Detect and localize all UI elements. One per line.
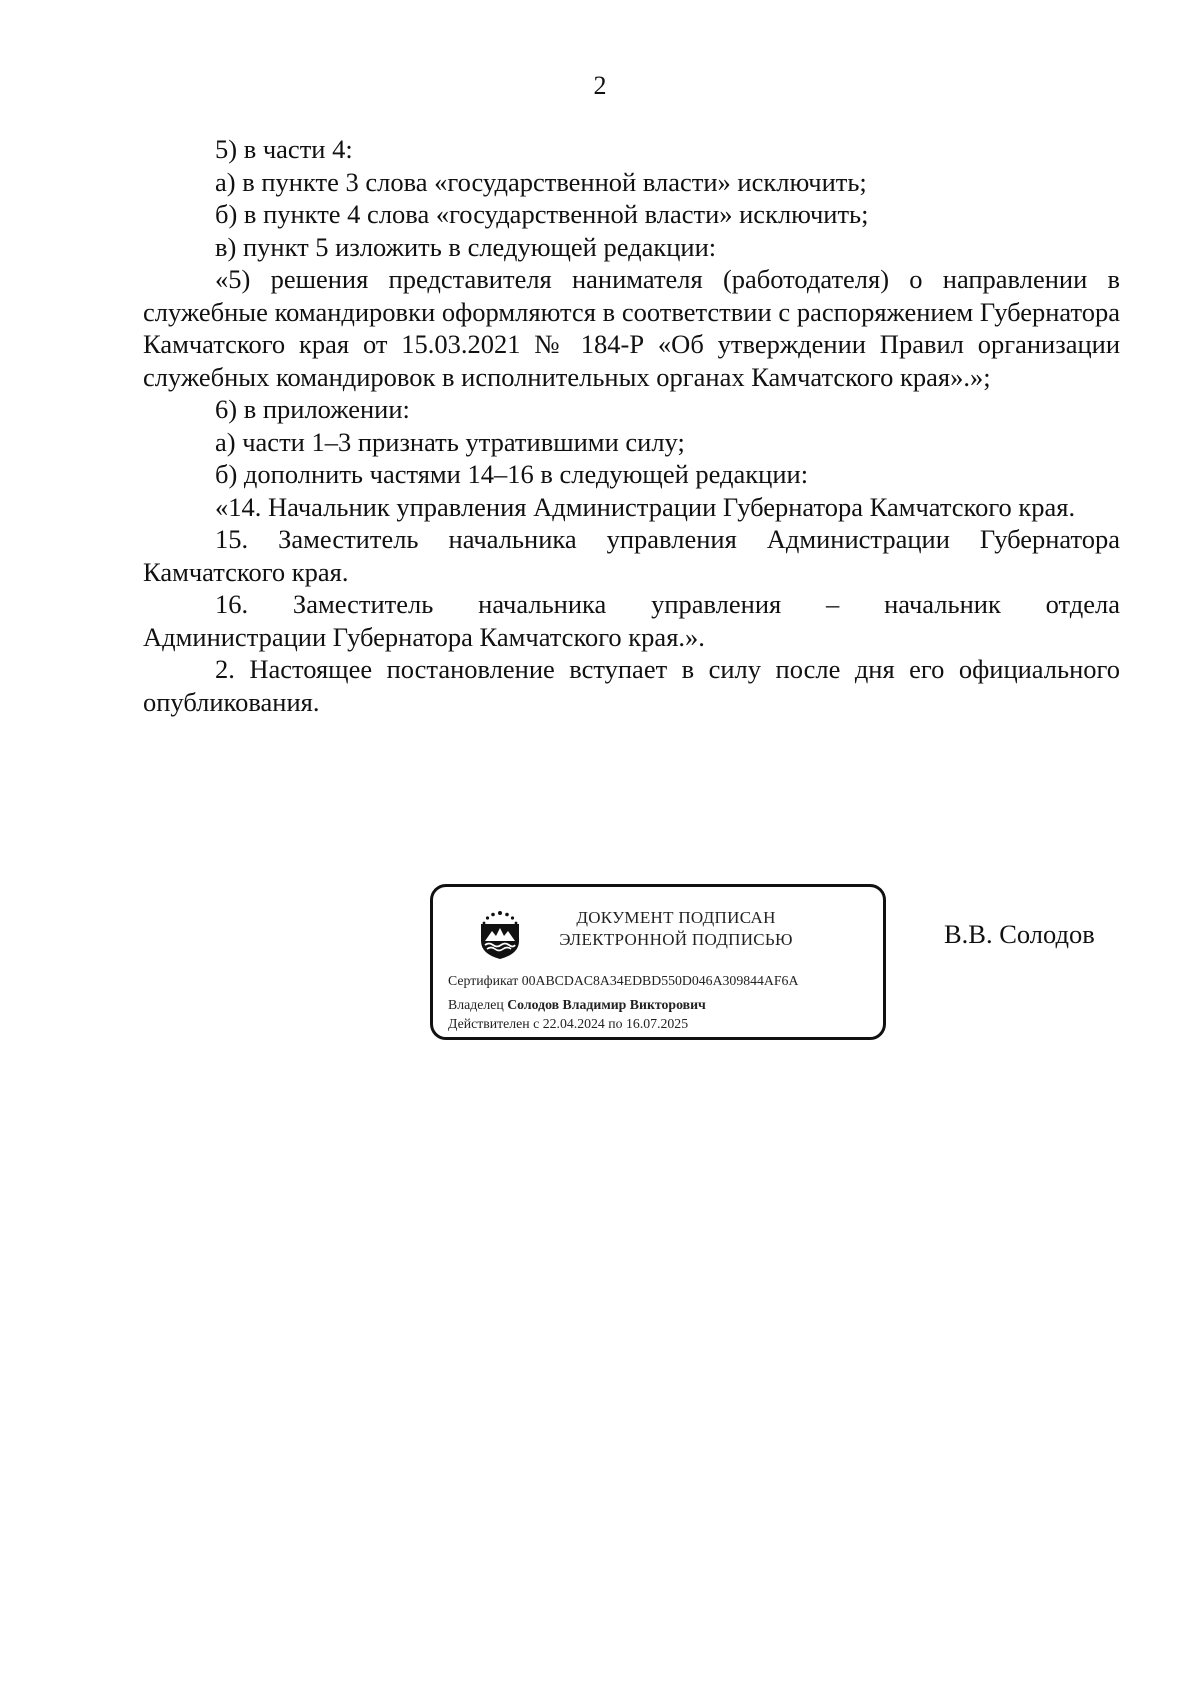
valid-label: Действителен xyxy=(448,1016,530,1031)
paragraph: б) в пункте 4 слова «государственной власти» исключить; xyxy=(215,199,869,229)
page-number: 2 xyxy=(593,71,607,100)
stamp-certificate xyxy=(448,972,798,990)
paragraph: Администрации Губернатора Камчатского края.». xyxy=(143,621,705,652)
document-body xyxy=(143,133,1120,718)
paragraph: а) в пункте 3 слова «государственной власти» исключить; xyxy=(215,166,867,197)
stamp-header xyxy=(533,907,819,951)
valid-from-word: с xyxy=(533,1016,540,1031)
valid-from: 22.04.2024 xyxy=(542,1016,605,1031)
paragraph: 6) в приложении: xyxy=(215,394,410,424)
electronic-signature-stamp xyxy=(430,884,886,1040)
paragraph: 5) в части 4: xyxy=(215,134,353,164)
valid-to-word: по xyxy=(608,1016,623,1031)
paragraph: 16. Заместитель начальника управления – начальник отдела xyxy=(215,589,1120,619)
stamp-validity xyxy=(448,1015,688,1033)
stamp-header-line1: ДОКУМЕНТ ПОДПИСАН xyxy=(576,908,776,927)
valid-to: 16.07.2025 xyxy=(626,1016,689,1031)
paragraph: а) части 1–3 признать утратившими силу; xyxy=(215,426,685,457)
stamp-header-line2: ЭЛЕКТРОННОЙ ПОДПИСЬЮ xyxy=(559,930,793,949)
paragraph: б) дополнить частями 14–16 в следующей редакции: xyxy=(215,459,809,489)
kamchatka-emblem-icon xyxy=(473,907,527,961)
certificate-value: 00ABCDAC8A34EDBD550D046A309844AF6A xyxy=(521,973,799,988)
owner-label: Владелец xyxy=(448,997,504,1012)
paragraph: 15. Заместитель начальника управления Администрации Губернатора Камчатского края. xyxy=(143,524,1120,587)
paragraph: 2. Настоящее постановление вступает в силу после дня его официального опубликования. xyxy=(143,654,1120,717)
certificate-label: Сертификат xyxy=(448,973,519,988)
owner-value: Солодов Владимир Викторович xyxy=(507,997,706,1012)
paragraph: «5) решения представителя нанимателя (работодателя) о направлении в служебные командировки оформляются в соответствии с распоряжением Губернатора Камчатского края от 15.03.2021 № 184-Р «Об утверждении Правил организации служебных командировок в исполнительных органах Камчатского края».»; xyxy=(143,264,1120,392)
signer-name: В.В. Солодов xyxy=(944,919,1095,949)
stamp-owner xyxy=(448,996,706,1014)
paragraph: «14. Начальник управления Администрации Губернатора Камчатского края. xyxy=(215,491,1076,522)
paragraph: в) пункт 5 изложить в следующей редакции: xyxy=(215,231,717,262)
